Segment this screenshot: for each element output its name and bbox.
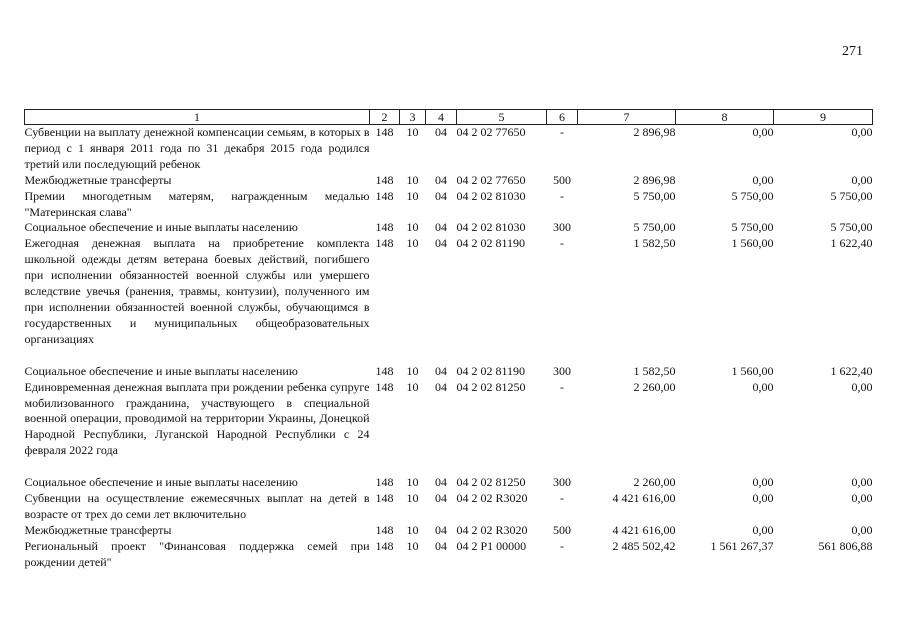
ministry-code-cell: 148 [375, 379, 394, 394]
column-header: 9 [774, 110, 873, 125]
amount-col9-cell: 0,00 [851, 522, 873, 537]
table-row [25, 173, 873, 189]
amount-col7-cell: 1 582,50 [633, 363, 676, 378]
subsection-code-cell: 04 [435, 538, 447, 553]
target-article-cell: 04 2 02 R3020 [456, 491, 528, 506]
page-number: 271 [842, 44, 863, 59]
table-row [25, 364, 873, 380]
target-article-cell: 04 2 02 81030 [456, 188, 526, 203]
expense-type-cell: - [560, 236, 564, 251]
section-code-cell: 10 [406, 125, 419, 139]
amount-col9-cell: 0,00 [851, 475, 873, 490]
amount-col7-cell: 2 485 502,42 [612, 538, 676, 553]
section-code-cell: 10 [406, 363, 419, 378]
table-row [25, 539, 873, 571]
subsection-code-cell: 04 [435, 220, 447, 235]
section-code-cell: 10 [406, 236, 419, 251]
table-row [25, 523, 873, 539]
amount-col9-cell: 1 622,40 [830, 363, 873, 378]
target-article-cell: 04 2 P1 00000 [456, 538, 527, 553]
expense-type-cell: - [560, 538, 564, 553]
expense-type-cell: - [560, 491, 564, 506]
item-name-cell: Субвенции на выплату денежной компенсации семьям, в которых в период с 1 января 2011 года по 31 декабря 2015 года родился третий или последующий ребенок [24, 125, 370, 171]
subsection-code-cell: 04 [435, 188, 447, 203]
expense-type-cell: 500 [553, 522, 571, 537]
target-article-cell: 04 2 02 77650 [456, 125, 526, 139]
amount-col7-cell: 2 896,98 [633, 125, 676, 139]
column-header: 6 [547, 110, 578, 125]
amount-col7-cell: 2 260,00 [633, 475, 676, 490]
target-article-cell: 04 2 02 81190 [456, 236, 526, 251]
amount-col8-cell: 5 750,00 [731, 220, 774, 235]
ministry-code-cell: 148 [375, 363, 394, 378]
expense-type-cell: - [560, 188, 564, 203]
amount-col7-cell: 2 260,00 [633, 379, 676, 394]
subsection-code-cell: 04 [435, 491, 447, 506]
expense-type-cell: 300 [553, 220, 571, 235]
table-row [25, 220, 873, 236]
column-header: 8 [676, 110, 774, 125]
ministry-code-cell: 148 [375, 538, 394, 553]
expense-type-cell: - [560, 125, 564, 139]
amount-col7-cell: 2 896,98 [633, 172, 676, 187]
expense-type-cell: 500 [553, 172, 571, 187]
amount-col9-cell: 0,00 [851, 125, 873, 139]
subsection-code-cell: 04 [435, 363, 447, 378]
section-code-cell: 10 [406, 172, 419, 187]
table-row [25, 236, 873, 363]
amount-col8-cell: 0,00 [752, 172, 774, 187]
target-article-cell: 04 2 02 81250 [456, 379, 526, 394]
item-name-cell: Субвенции на осуществление ежемесячных выплат на детей в возрасте от трех до семи лет включительно [24, 491, 370, 521]
item-name-cell: Региональный проект "Финансовая поддержка семей при рождении детей" [24, 538, 370, 569]
amount-col7-cell: 5 750,00 [633, 188, 676, 203]
amount-col7-cell: 5 750,00 [633, 220, 676, 235]
target-article-cell: 04 2 02 81030 [456, 220, 526, 235]
ministry-code-cell: 148 [375, 522, 394, 537]
amount-col8-cell: 5 750,00 [731, 188, 774, 203]
table-body [25, 125, 873, 571]
table-row [25, 475, 873, 491]
subsection-code-cell: 04 [435, 522, 447, 537]
subsection-code-cell: 04 [435, 475, 447, 490]
ministry-code-cell: 148 [375, 236, 394, 251]
amount-col7-cell: 4 421 616,00 [612, 491, 676, 506]
amount-col8-cell: 0,00 [752, 475, 774, 490]
amount-col9-cell: 0,00 [851, 491, 873, 506]
subsection-code-cell: 04 [435, 172, 447, 187]
amount-col9-cell: 0,00 [851, 172, 873, 187]
ministry-code-cell: 148 [375, 475, 394, 490]
budget-table [24, 109, 873, 571]
section-code-cell: 10 [406, 379, 419, 394]
amount-col9-cell: 1 622,40 [830, 236, 873, 251]
section-code-cell: 10 [406, 220, 419, 235]
column-header: 7 [578, 110, 676, 125]
amount-col7-cell: 4 421 616,00 [612, 522, 676, 537]
amount-col8-cell: 1 561 267,37 [710, 538, 774, 553]
target-article-cell: 04 2 02 77650 [456, 172, 526, 187]
column-header: 2 [370, 110, 400, 125]
column-number-row [25, 110, 873, 125]
table-row [25, 380, 873, 476]
ministry-code-cell: 148 [375, 188, 394, 203]
table-row [25, 491, 873, 523]
amount-col8-cell: 1 560,00 [731, 236, 774, 251]
column-header: 3 [400, 110, 426, 125]
subsection-code-cell: 04 [435, 236, 447, 251]
section-code-cell: 10 [406, 538, 419, 553]
target-article-cell: 04 2 02 81250 [456, 475, 526, 490]
amount-col9-cell: 0,00 [851, 379, 873, 394]
ministry-code-cell: 148 [375, 491, 394, 506]
amount-col8-cell: 1 560,00 [731, 363, 774, 378]
amount-col8-cell: 0,00 [752, 125, 774, 139]
expense-type-cell: 300 [553, 363, 571, 378]
item-name-cell: Социальное обеспечение и иные выплаты населению [24, 475, 298, 490]
item-name-cell: Межбюджетные трансферты [24, 522, 172, 537]
column-header: 4 [426, 110, 457, 125]
item-name-cell: Социальное обеспечение и иные выплаты населению [24, 363, 298, 378]
table-row [25, 125, 873, 173]
ministry-code-cell: 148 [375, 220, 394, 235]
item-name-cell: Премии многодетным матерям, награжденным медалью "Материнская слава" [24, 188, 370, 219]
subsection-code-cell: 04 [435, 125, 447, 139]
ministry-code-cell: 148 [375, 125, 394, 139]
column-header: 1 [25, 110, 370, 125]
column-header: 5 [457, 110, 547, 125]
section-code-cell: 10 [406, 522, 419, 537]
section-code-cell: 10 [406, 188, 419, 203]
expense-type-cell: - [560, 379, 564, 394]
amount-col8-cell: 0,00 [752, 491, 774, 506]
expense-type-cell: 300 [553, 475, 571, 490]
item-name-cell: Межбюджетные трансферты [24, 172, 172, 187]
ministry-code-cell: 148 [375, 172, 394, 187]
section-code-cell: 10 [406, 491, 419, 506]
item-name-cell: Ежегодная денежная выплата на приобретение комплекта школьной одежды детям ветерана боевых действий, погибшего при исполнении обязанностей военной службы или умершего вследствие увечья (ранения, травмы, контузии), полученного им при исполнении обязанностей военной службы, обучающимся в государственных и муниципальных общеобразовательных организациях [24, 236, 370, 346]
target-article-cell: 04 2 02 R3020 [456, 522, 528, 537]
item-name-cell: Социальное обеспечение и иные выплаты населению [24, 220, 298, 235]
amount-col9-cell: 5 750,00 [830, 220, 873, 235]
table-row [25, 189, 873, 221]
amount-col9-cell: 561 806,88 [818, 538, 873, 553]
amount-col8-cell: 0,00 [752, 522, 774, 537]
section-code-cell: 10 [406, 475, 419, 490]
target-article-cell: 04 2 02 81190 [456, 363, 526, 378]
amount-col7-cell: 1 582,50 [633, 236, 676, 251]
item-name-cell: Единовременная денежная выплата при рождении ребенка супруге мобилизованного гражданина, участвующего в специальной военной операции, проводимой на территории Украины, Донецкой Народной Республики, Луганской Народной Республики с 24 февраля 2022 года [24, 379, 370, 458]
subsection-code-cell: 04 [435, 379, 447, 394]
amount-col8-cell: 0,00 [752, 379, 774, 394]
amount-col9-cell: 5 750,00 [830, 188, 873, 203]
